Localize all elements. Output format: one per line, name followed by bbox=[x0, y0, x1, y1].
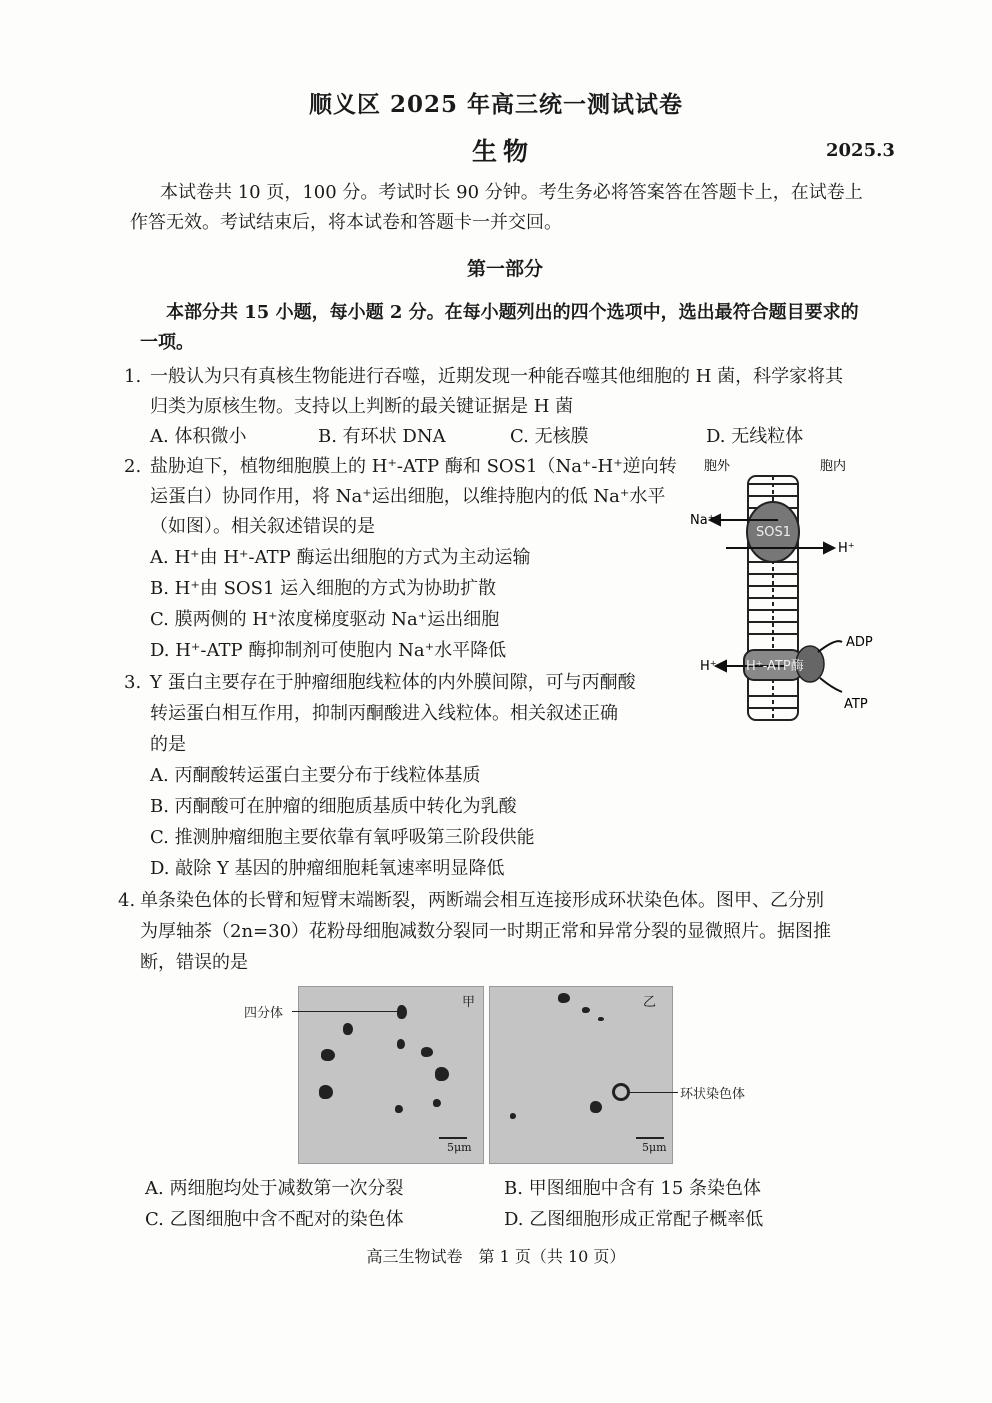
q3-option-a: A. 丙酮酸转运蛋白主要分布于线粒体基质 bbox=[150, 765, 481, 786]
q3-number: 3. bbox=[124, 672, 142, 693]
scale-bar-a bbox=[439, 1137, 467, 1139]
q4-number: 4. bbox=[118, 890, 136, 911]
panel-label-a: 甲 bbox=[461, 995, 475, 1010]
label-outside: 胞外 bbox=[704, 459, 731, 474]
q3-option-b: B. 丙酮酸可在肿瘤的细胞质基质中转化为乳酸 bbox=[150, 796, 517, 817]
q1-option-c: C. 无核膜 bbox=[510, 426, 589, 447]
micrograph-abnormal bbox=[489, 986, 673, 1164]
q1-stem-line-2: 归类为原核生物。支持以上判断的最关键证据是 H 菌 bbox=[150, 396, 574, 417]
q4-stem-line-1: 单条染色体的长臂和短臂末端断裂，两断端会相互连接形成环状染色体。图甲、乙分别 bbox=[140, 890, 824, 911]
label-adp: ADP bbox=[846, 635, 873, 650]
q2-stem-line-3: （如图）。相关叙述错误的是 bbox=[150, 516, 375, 537]
label-inside: 胞内 bbox=[820, 459, 847, 474]
label-na: Na⁺ bbox=[690, 513, 715, 528]
part-title: 第一部分 bbox=[466, 258, 543, 280]
q2-option-d: D. H⁺-ATP 酶抑制剂可使胞内 Na⁺水平降低 bbox=[150, 640, 507, 661]
q4-option-b: B. 甲图细胞中含有 15 条染色体 bbox=[504, 1178, 762, 1199]
q3-option-d: D. 敲除 Y 基因的肿瘤细胞耗氧速率明显降低 bbox=[150, 858, 505, 879]
instructions-line-2: 作答无效。考试结束后，将本试卷和答题卡一并交回。 bbox=[130, 212, 562, 233]
q3-option-c: C. 推测肿瘤细胞主要依靠有氧呼吸第三阶段供能 bbox=[150, 827, 535, 848]
q4-option-c: C. 乙图细胞中含不配对的染色体 bbox=[145, 1209, 404, 1230]
q2-number: 2. bbox=[124, 456, 142, 477]
label-h-out: H⁺ bbox=[700, 659, 717, 674]
q2-option-a: A. H⁺由 H⁺-ATP 酶运出细胞的方式为主动运输 bbox=[150, 547, 531, 568]
panel-label-b: 乙 bbox=[642, 995, 656, 1010]
q4-option-a: A. 两细胞均处于减数第一次分裂 bbox=[145, 1178, 404, 1199]
q1-option-a: A. 体积微小 bbox=[150, 426, 247, 447]
q1-number: 1. bbox=[124, 366, 142, 387]
q1-option-d: D. 无线粒体 bbox=[706, 426, 804, 447]
part-intro-line-2: 一项。 bbox=[140, 332, 194, 353]
q2-stem-line-1: 盐胁迫下，植物细胞膜上的 H⁺-ATP 酶和 SOS1（Na⁺-H⁺逆向转 bbox=[150, 456, 677, 477]
micrograph-normal bbox=[298, 986, 484, 1164]
q3-stem-line-2: 转运蛋白相互作用，抑制丙酮酸进入线粒体。相关叙述正确 bbox=[150, 703, 618, 724]
instructions-line-1: 本试卷共 10 页，100 分。考试时长 90 分钟。考生务必将答案答在答题卡上，在试卷上 bbox=[160, 182, 863, 203]
q1-stem-line-1: 一般认为只有真核生物能进行吞噬，近期发现一种能吞噬其他细胞的 H 菌，科学家将其 bbox=[150, 366, 844, 387]
label-sos1: SOS1 bbox=[756, 525, 792, 540]
ring-pointer-line bbox=[628, 1092, 678, 1093]
q2-stem-line-2: 运蛋白）协同作用，将 Na⁺运出细胞，以维持胞内的低 Na⁺水平 bbox=[150, 486, 666, 507]
exam-date: 2025.3 bbox=[826, 140, 895, 161]
scale-label-b: 5μm bbox=[642, 1141, 667, 1154]
q3-stem-line-3: 的是 bbox=[150, 734, 186, 755]
exam-title: 顺义区 2025 年高三统一测试试卷 bbox=[308, 91, 684, 118]
page-footer: 高三生物试卷 第 1 页（共 10 页） bbox=[366, 1247, 626, 1266]
scale-label-a: 5μm bbox=[447, 1141, 472, 1154]
q1-option-b: B. 有环状 DNA bbox=[318, 426, 446, 447]
label-atp: ATP bbox=[844, 697, 868, 712]
q3-stem-line-1: Y 蛋白主要存在于肿瘤细胞线粒体的内外膜间隙，可与丙酮酸 bbox=[150, 672, 636, 693]
q4-stem-line-2: 为厚轴茶（2n=30）花粉母细胞减数分裂同一时期正常和异常分裂的显微照片。据图推 bbox=[140, 921, 832, 942]
q4-option-d: D. 乙图细胞形成正常配子概率低 bbox=[504, 1209, 764, 1230]
label-tetrad: 四分体 bbox=[244, 1006, 284, 1021]
tetrad-pointer-line bbox=[292, 1011, 398, 1012]
q4-stem-line-3: 断，错误的是 bbox=[140, 952, 248, 973]
label-h-in: H⁺ bbox=[838, 541, 855, 556]
subject-title: 生物 bbox=[471, 137, 534, 166]
label-h-atpase: H⁺-ATP酶 bbox=[746, 659, 804, 674]
membrane-transport-diagram bbox=[686, 452, 886, 732]
q2-option-b: B. H⁺由 SOS1 运入细胞的方式为协助扩散 bbox=[150, 578, 497, 599]
part-intro-line-1: 本部分共 15 小题，每小题 2 分。在每小题列出的四个选项中，选出最符合题目要求的 bbox=[166, 302, 859, 323]
q2-option-c: C. 膜两侧的 H⁺浓度梯度驱动 Na⁺运出细胞 bbox=[150, 609, 500, 630]
label-ring-chromosome: 环状染色体 bbox=[680, 1087, 746, 1102]
scale-bar-b bbox=[636, 1137, 664, 1139]
